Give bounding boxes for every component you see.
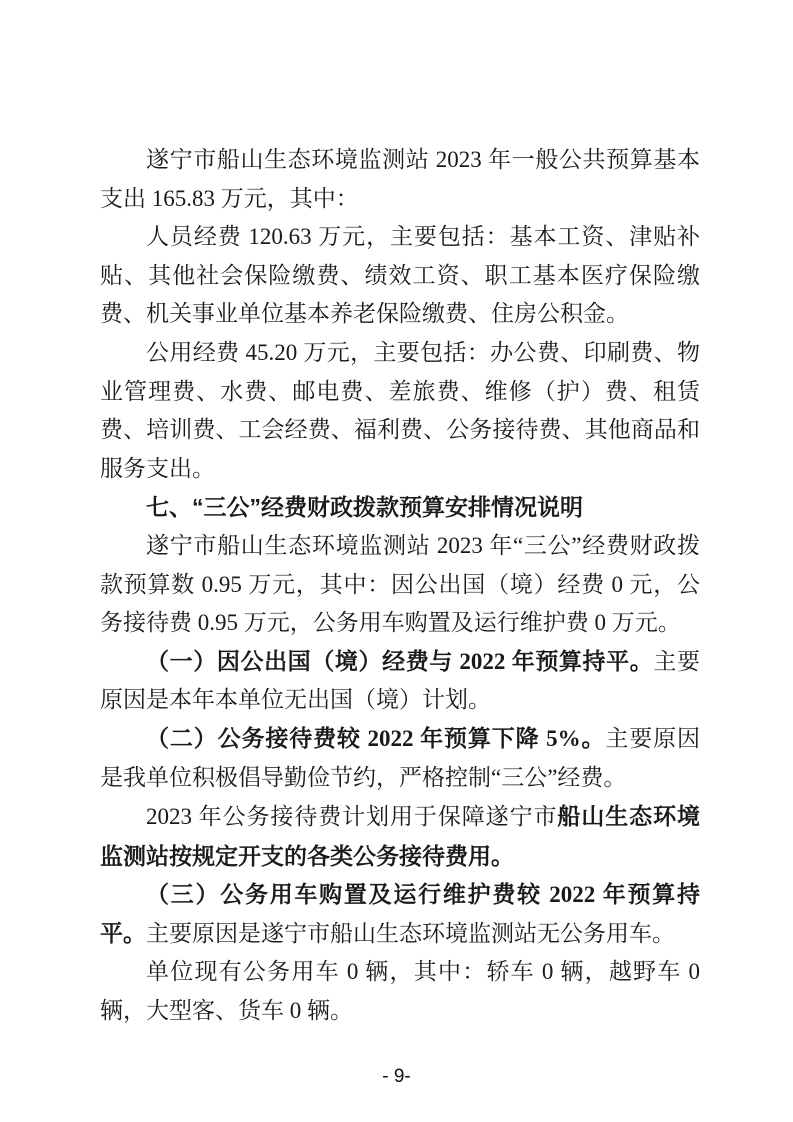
paragraph-item-1-abroad (100, 643, 700, 720)
paragraph-item-2-reception (100, 720, 700, 797)
paragraph-reception-purpose-run-normal: 2023 年公务接待费计划用于保障遂宁市 (146, 804, 558, 830)
paragraph-basic-expenditure (100, 141, 700, 218)
paragraph-item-2-reception-run-normal: 主要原因是我单位积极倡导勤俭节约，严格控制“三公”经费。 (100, 725, 700, 790)
paragraph-item-3-vehicles (100, 876, 700, 953)
paragraph-reception-purpose (100, 797, 700, 876)
paragraph-public-funds-run-normal: 公用经费 45.20 万元，主要包括：办公费、印刷费、物业管理费、水费、邮电费、差旅费、维修（护）费、租赁费、培训费、工会经费、福利费、公务接待费、其他商品和服务支出。 (100, 339, 700, 481)
page-number: - 9- (382, 1066, 411, 1087)
heading-section-seven-run-hei: 七、“三公”经费财政拨款预算安排情况说明 (146, 494, 583, 521)
paragraph-item-3-vehicles-run-bold: （三）公务用车购置及运行维护费较 2022 年预算持平。 (100, 882, 700, 946)
paragraph-vehicle-count (100, 953, 700, 1030)
paragraph-public-funds (100, 334, 700, 488)
paragraph-personnel-funds (100, 218, 700, 334)
paragraph-sangong-budget (100, 527, 700, 643)
paragraph-item-2-reception-run-bold: （二）公务接待费较 2022 年预算下降 5%。 (146, 725, 606, 751)
paragraph-item-3-vehicles-run-normal: 主要原因是遂宁市船山生态环境监测站无公务用车。 (146, 920, 675, 946)
document-body (100, 141, 700, 1031)
heading-section-seven (100, 488, 700, 527)
paragraph-sangong-budget-run-normal: 遂宁市船山生态环境监测站 2023 年“三公”经费财政拨款预算数 0.95 万元，其中：因公出国（境）经费 0 元，公务接待费 0.95 万元，公务用车购置及运行维护费 0 万元。 (100, 532, 700, 636)
paragraph-personnel-funds-run-normal: 人员经费 120.63 万元，主要包括：基本工资、津贴补贴、其他社会保险缴费、绩效工资、职工基本医疗保险缴费、机关事业单位基本养老保险缴费、住房公积金。 (100, 224, 700, 327)
paragraph-basic-expenditure-run-normal: 遂宁市船山生态环境监测站 2023 年一般公共预算基本支出 165.83 万元，其中： (100, 147, 700, 211)
paragraph-vehicle-count-run-normal: 单位现有公务用车 0 辆，其中：轿车 0 辆，越野车 0 辆，大型客、货车 0 辆。 (100, 959, 700, 1024)
paragraph-item-1-abroad-run-normal: 主要原因是本年本单位无出国（境）计划。 (100, 648, 701, 713)
paragraph-item-1-abroad-run-bold: （一）因公出国（境）经费与 2022 年预算持平。 (146, 648, 654, 674)
paragraph-reception-purpose-run-hei: 船山生态环境监测站按规定开支的各类公务接待费用。 (100, 803, 701, 869)
